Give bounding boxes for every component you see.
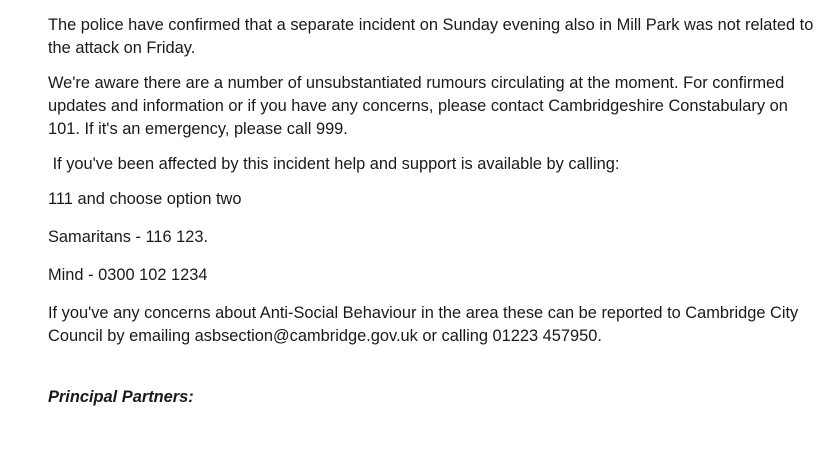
document-body [48,14,818,409]
support-line-mind: Mind - 0300 102 1234 [48,266,208,284]
support-line-samaritans: Samaritans - 116 123. [48,228,209,246]
support-line-111: 111 and choose option two [48,190,242,208]
paragraph-support-intro: If you've been affected by this incident help and support is available by calling: [48,155,620,173]
principal-partners-heading: Principal Partners: [48,388,194,406]
paragraph-rumours: We're aware there are a number of unsubstantiated rumours circulating at the moment. For confirmed updates and information or if you have any concerns, please contact Cambridgeshire Constabulary on 101. If it's an emergency, please call 999. [48,74,788,138]
paragraph-separate-incident: The police have confirmed that a separate incident on Sunday evening also in Mill Park was not related to the attack on Friday. [48,16,814,57]
paragraph-asb: If you've any concerns about Anti-Social Behaviour in the area these can be reported to Cambridge City Council by emailing asbsection@cambridge.gov.uk or calling 01223 457950. [48,304,799,345]
